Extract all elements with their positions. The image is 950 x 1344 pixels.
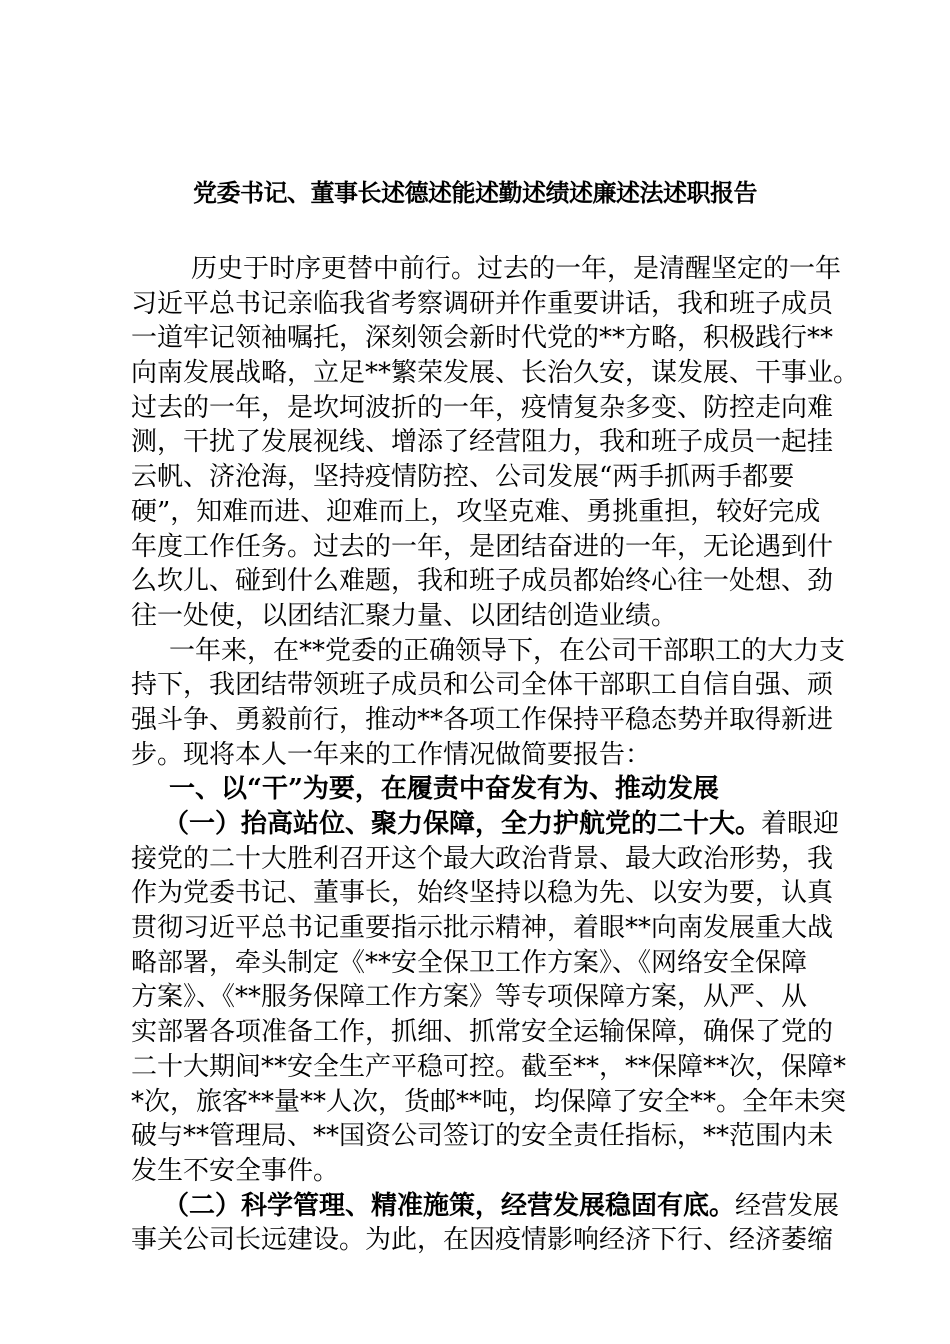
document-body	[131, 252, 860, 1258]
paragraph-line: 方案》、《**服务保障工作方案》等专项保障方案，从严、从	[131, 982, 808, 1013]
paragraph-line: 一年来，在**党委的正确领导下，在公司干部职工的大力支	[169, 635, 846, 666]
paragraph-line: 历史于时序更替中前行。过去的一年，是清醒坚定的一年	[191, 254, 842, 284]
paragraph-line: 步。现将本人一年来的工作情况做简要报告：	[131, 739, 652, 770]
paragraph-line: 发生不安全事件。	[131, 1155, 340, 1186]
paragraph-line: 么坎儿、碰到什么难题，我和班子成员都始终心往一处想、劲	[131, 566, 834, 597]
paragraph-line: 向南发展战略，立足**繁荣发展、长治久安，谋发展、干事业。	[131, 358, 860, 389]
paragraph-line: 年度工作任务。过去的一年，是团结奋进的一年，无论遇到什	[131, 531, 834, 562]
subsection-line	[131, 807, 840, 842]
paragraph-line: *次，旅客**量**人次，货邮**吨，均保障了安全**。全年未突	[131, 1086, 847, 1117]
subsection-heading: （二）科学管理、精准施策，经营发展稳固有底。	[163, 1190, 736, 1221]
subsection-line	[131, 1189, 840, 1224]
paragraph-line: 破与**管理局、**国资公司签订的安全责任指标，**范围内未	[131, 1121, 834, 1152]
paragraph-line: 实部署各项准备工作，抓细、抓常安全运输保障，确保了党的	[131, 1017, 834, 1048]
paragraph-line: 接党的二十大胜利召开这个最大政治背景、最大政治形势，我	[131, 843, 834, 874]
paragraph-line: 略部署，牵头制定《**安全保卫工作方案》、《网络安全保障	[131, 947, 808, 978]
subsection-text: 经营发展	[735, 1190, 840, 1221]
paragraph-line: 作为党委书记、董事长，始终坚持以稳为先、以安为要，认真	[131, 878, 834, 909]
paragraph-line: 习近平总书记亲临我省考察调研并作重要讲话，我和班子成员	[131, 288, 834, 319]
document-title: 党委书记、董事长述德述能述勤述绩述廉述法述职报告	[193, 178, 757, 207]
subsection-heading: （一）抬高站位、聚力保障，全力护航党的二十大。	[163, 809, 762, 839]
paragraph-line: 云帆、济沧海，坚持疫情防控、公司发展“两手抓两手都要	[131, 462, 795, 493]
paragraph-line: 二十大期间**安全生产平稳可控。截至**，**保障**次，保障*	[131, 1051, 847, 1082]
subsection-text: 着眼迎	[761, 809, 840, 839]
paragraph-line: 事关公司长远建设。为此，在因疫情影响经济下行、经济萎缩	[131, 1225, 834, 1256]
paragraph-line: 强斗争、勇毅前行，推动**各项工作保持平稳态势并取得新进	[131, 704, 834, 735]
section-heading: 一、以“干”为要，在履责中奋发有为、推动发展	[169, 774, 719, 805]
paragraph-line: 贯彻习近平总书记重要指示批示精神，着眼**向南发展重大战	[131, 913, 834, 944]
paragraph-line: 一道牢记领袖嘱托，深刻领会新时代党的**方略，积极践行**	[131, 323, 834, 354]
paragraph-line: 持下，我团结带领班子成员和公司全体干部职工自信自强、顽	[131, 670, 834, 701]
paragraph-line: 往一处使，以团结汇聚力量、以团结创造业绩。	[131, 600, 678, 631]
paragraph-line: 硬”，知难而进、迎难而上，攻坚克难、勇挑重担，较好完成	[131, 496, 821, 527]
paragraph-line: 过去的一年，是坎坷波折的一年，疫情复杂多变、防控走向难	[131, 392, 834, 423]
paragraph-line: 测，干扰了发展视线、增添了经营阻力，我和班子成员一起挂	[131, 427, 834, 458]
